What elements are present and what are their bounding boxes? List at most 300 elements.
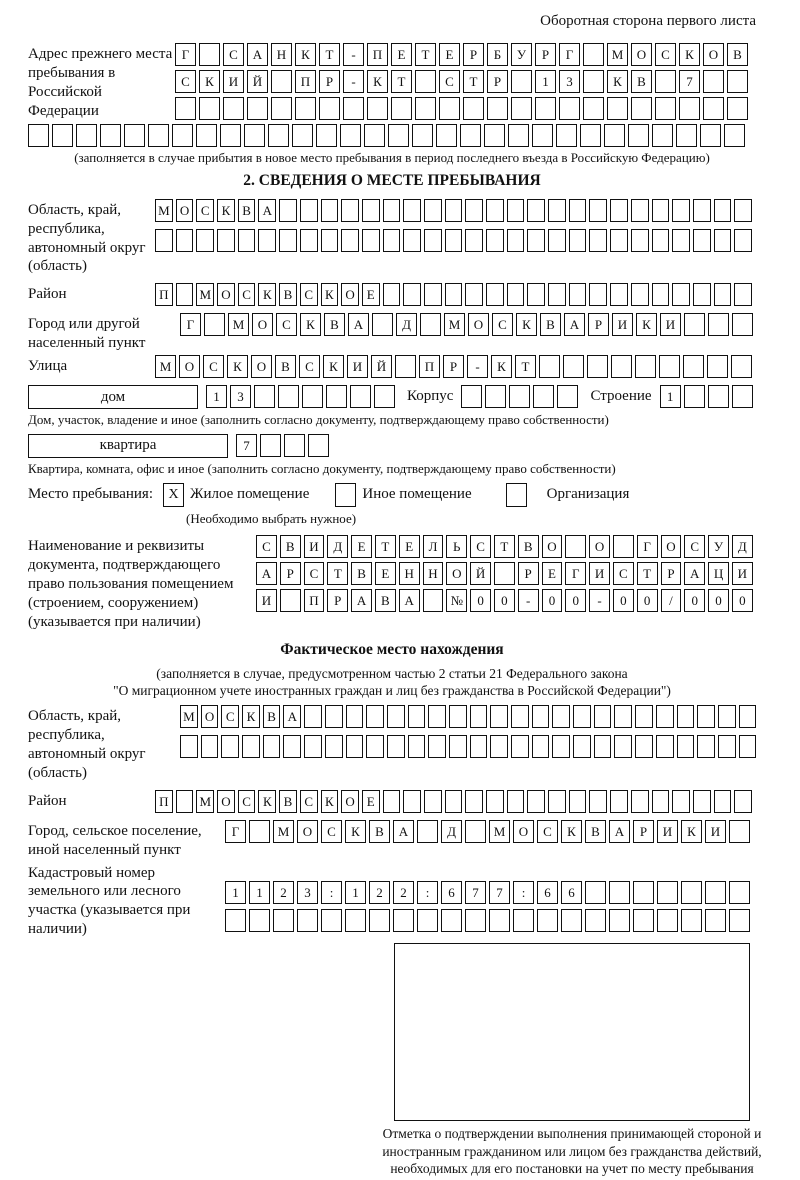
char-cell[interactable]: С [203,355,224,378]
char-cell[interactable] [511,705,529,728]
char-cell[interactable] [511,735,529,758]
char-cell[interactable]: А [247,43,268,66]
char-cell[interactable]: С [238,283,256,306]
char-cell[interactable]: О [217,283,235,306]
char-cell[interactable] [734,790,752,813]
char-cell[interactable]: М [489,820,510,843]
char-cell[interactable]: П [304,589,325,612]
char-cell[interactable]: К [681,820,702,843]
char-cell[interactable]: - [518,589,539,612]
char-cell[interactable] [196,229,214,252]
char-cell[interactable] [705,909,726,932]
char-cell[interactable] [507,199,525,222]
char-cell[interactable] [628,124,649,147]
char-cell[interactable]: О [631,43,652,66]
char-cell[interactable]: Й [470,562,491,585]
char-cell[interactable] [677,705,695,728]
char-cell[interactable] [383,283,401,306]
char-cell[interactable]: И [660,313,681,336]
char-cell[interactable]: 1 [345,881,366,904]
char-cell[interactable]: М [444,313,465,336]
char-cell[interactable] [681,881,702,904]
char-cell[interactable]: А [258,199,276,222]
char-cell[interactable]: К [321,283,339,306]
char-cell[interactable]: С [304,562,325,585]
char-cell[interactable] [729,881,750,904]
char-cell[interactable] [302,385,323,408]
char-cell[interactable] [707,355,728,378]
char-cell[interactable]: Т [463,70,484,93]
char-cell[interactable] [589,199,607,222]
char-cell[interactable] [28,124,49,147]
char-cell[interactable]: Г [559,43,580,66]
char-cell[interactable] [652,124,673,147]
char-cell[interactable]: О [542,535,563,558]
char-cell[interactable]: К [321,790,339,813]
char-cell[interactable]: В [518,535,539,558]
char-cell[interactable] [610,790,628,813]
char-cell[interactable] [225,909,246,932]
char-cell[interactable]: Р [319,70,340,93]
char-cell[interactable] [408,705,426,728]
char-cell[interactable]: Й [247,70,268,93]
char-cell[interactable] [403,199,421,222]
char-cell[interactable] [548,199,566,222]
char-cell[interactable] [610,283,628,306]
char-cell[interactable] [527,229,545,252]
char-cell[interactable] [585,881,606,904]
char-cell[interactable] [714,229,732,252]
char-cell[interactable] [656,705,674,728]
char-cell[interactable] [631,229,649,252]
char-cell[interactable]: С [684,535,705,558]
char-cell[interactable]: - [589,589,610,612]
char-cell[interactable] [734,229,752,252]
char-cell[interactable] [631,199,649,222]
char-cell[interactable]: Е [439,43,460,66]
char-cell[interactable]: А [348,313,369,336]
char-cell[interactable] [424,199,442,222]
char-cell[interactable]: С [537,820,558,843]
char-cell[interactable]: 2 [393,881,414,904]
char-cell[interactable] [594,735,612,758]
char-cell[interactable] [486,790,504,813]
char-cell[interactable] [727,70,748,93]
char-cell[interactable]: Е [375,562,396,585]
char-cell[interactable] [556,124,577,147]
char-cell[interactable]: М [180,705,198,728]
char-cell[interactable] [284,434,305,457]
char-cell[interactable]: П [155,790,173,813]
char-cell[interactable] [439,97,460,120]
char-cell[interactable] [489,909,510,932]
char-cell[interactable] [292,124,313,147]
char-cell[interactable]: А [684,562,705,585]
char-cell[interactable] [655,70,676,93]
char-cell[interactable] [343,97,364,120]
char-cell[interactable]: Р [487,70,508,93]
char-cell[interactable]: П [419,355,440,378]
char-cell[interactable] [295,97,316,120]
char-cell[interactable] [449,735,467,758]
char-cell[interactable] [729,820,750,843]
char-cell[interactable] [340,124,361,147]
char-cell[interactable] [176,229,194,252]
char-cell[interactable]: Г [225,820,246,843]
char-cell[interactable] [220,124,241,147]
char-cell[interactable] [535,97,556,120]
char-cell[interactable] [124,124,145,147]
char-cell[interactable]: И [347,355,368,378]
char-cell[interactable] [221,735,239,758]
char-cell[interactable] [271,97,292,120]
char-cell[interactable] [486,199,504,222]
char-cell[interactable]: Г [175,43,196,66]
char-cell[interactable] [383,229,401,252]
char-cell[interactable] [487,97,508,120]
char-cell[interactable] [319,97,340,120]
char-cell[interactable]: В [324,313,345,336]
char-cell[interactable]: И [612,313,633,336]
char-cell[interactable] [217,229,235,252]
char-cell[interactable] [393,909,414,932]
char-cell[interactable]: И [732,562,753,585]
char-cell[interactable]: Е [391,43,412,66]
char-cell[interactable]: Т [637,562,658,585]
char-cell[interactable] [633,909,654,932]
char-cell[interactable]: 1 [660,385,681,408]
char-cell[interactable] [587,355,608,378]
char-cell[interactable] [548,790,566,813]
char-cell[interactable] [589,229,607,252]
char-cell[interactable] [494,562,515,585]
char-cell[interactable] [242,735,260,758]
char-cell[interactable]: И [304,535,325,558]
char-cell[interactable]: К [636,313,657,336]
char-cell[interactable]: О [341,283,359,306]
char-cell[interactable] [223,97,244,120]
char-cell[interactable]: 1 [535,70,556,93]
char-cell[interactable]: : [417,881,438,904]
char-cell[interactable]: К [295,43,316,66]
char-cell[interactable]: К [491,355,512,378]
char-cell[interactable] [569,790,587,813]
char-cell[interactable]: С [299,355,320,378]
char-cell[interactable]: К [561,820,582,843]
char-cell[interactable]: С [175,70,196,93]
char-cell[interactable] [609,909,630,932]
char-cell[interactable] [635,355,656,378]
char-cell[interactable] [374,385,395,408]
char-cell[interactable] [537,909,558,932]
char-cell[interactable] [693,790,711,813]
char-cell[interactable]: К [227,355,248,378]
char-cell[interactable] [345,909,366,932]
char-cell[interactable]: - [343,70,364,93]
char-cell[interactable] [172,124,193,147]
char-cell[interactable]: 3 [297,881,318,904]
char-cell[interactable]: К [199,70,220,93]
char-cell[interactable] [346,705,364,728]
char-cell[interactable] [415,97,436,120]
char-cell[interactable]: № [446,589,467,612]
char-cell[interactable] [507,790,525,813]
char-cell[interactable]: А [609,820,630,843]
char-cell[interactable]: С [276,313,297,336]
char-cell[interactable]: 1 [225,881,246,904]
char-cell[interactable]: О [589,535,610,558]
char-cell[interactable]: О [217,790,235,813]
char-cell[interactable] [297,909,318,932]
char-cell[interactable]: Ц [708,562,729,585]
char-cell[interactable] [565,535,586,558]
char-cell[interactable] [362,229,380,252]
char-cell[interactable] [445,199,463,222]
char-cell[interactable] [366,705,384,728]
char-cell[interactable] [308,434,329,457]
char-cell[interactable]: С [655,43,676,66]
char-cell[interactable]: Е [351,535,372,558]
char-cell[interactable]: А [564,313,585,336]
char-cell[interactable]: К [367,70,388,93]
char-cell[interactable] [693,199,711,222]
confirmation-stamp-box[interactable] [394,943,750,1121]
char-cell[interactable]: С [492,313,513,336]
char-cell[interactable] [607,97,628,120]
char-cell[interactable] [423,589,444,612]
char-cell[interactable] [369,909,390,932]
char-cell[interactable] [465,283,483,306]
char-cell[interactable] [403,283,421,306]
char-cell[interactable] [657,881,678,904]
char-cell[interactable]: М [155,355,176,378]
char-cell[interactable]: К [679,43,700,66]
char-cell[interactable] [732,385,753,408]
char-cell[interactable] [366,735,384,758]
char-cell[interactable] [304,705,322,728]
char-cell[interactable] [589,283,607,306]
char-cell[interactable]: В [263,705,281,728]
char-cell[interactable] [672,283,690,306]
char-cell[interactable]: П [155,283,173,306]
char-cell[interactable] [532,124,553,147]
char-cell[interactable] [372,313,393,336]
char-cell[interactable] [677,735,695,758]
char-cell[interactable]: П [367,43,388,66]
char-cell[interactable] [52,124,73,147]
char-cell[interactable] [325,705,343,728]
char-cell[interactable] [465,820,486,843]
char-cell[interactable] [610,229,628,252]
char-cell[interactable] [341,199,359,222]
char-cell[interactable]: К [607,70,628,93]
char-cell[interactable]: П [295,70,316,93]
char-cell[interactable] [387,705,405,728]
char-cell[interactable] [539,355,560,378]
char-cell[interactable]: В [280,535,301,558]
char-cell[interactable] [631,790,649,813]
char-cell[interactable] [729,909,750,932]
char-cell[interactable] [604,124,625,147]
char-cell[interactable] [490,705,508,728]
char-cell[interactable] [614,705,632,728]
char-cell[interactable] [461,385,482,408]
char-cell[interactable] [415,70,436,93]
char-cell[interactable] [460,124,481,147]
char-cell[interactable] [175,97,196,120]
char-cell[interactable] [465,909,486,932]
checkbox-inoe[interactable] [335,483,356,507]
char-cell[interactable]: В [585,820,606,843]
char-cell[interactable]: О [341,790,359,813]
char-cell[interactable]: 0 [613,589,634,612]
char-cell[interactable] [387,735,405,758]
char-cell[interactable] [238,229,256,252]
char-cell[interactable] [279,199,297,222]
char-cell[interactable]: К [258,790,276,813]
char-cell[interactable]: А [399,589,420,612]
char-cell[interactable] [652,283,670,306]
char-cell[interactable] [271,70,292,93]
char-cell[interactable]: К [217,199,235,222]
char-cell[interactable]: Е [362,790,380,813]
char-cell[interactable]: Т [515,355,536,378]
char-cell[interactable] [273,909,294,932]
char-cell[interactable] [326,385,347,408]
char-cell[interactable]: И [256,589,277,612]
char-cell[interactable]: 3 [559,70,580,93]
char-cell[interactable]: Е [542,562,563,585]
char-cell[interactable]: Т [415,43,436,66]
char-cell[interactable] [509,385,530,408]
char-cell[interactable]: 1 [249,881,270,904]
char-cell[interactable] [445,283,463,306]
char-cell[interactable] [428,705,446,728]
char-cell[interactable] [633,881,654,904]
char-cell[interactable]: О [297,820,318,843]
char-cell[interactable]: Р [518,562,539,585]
char-cell[interactable] [403,790,421,813]
char-cell[interactable] [731,355,752,378]
char-cell[interactable] [300,229,318,252]
char-cell[interactable]: 0 [708,589,729,612]
char-cell[interactable]: В [238,199,256,222]
char-cell[interactable] [585,909,606,932]
char-cell[interactable]: С [223,43,244,66]
char-cell[interactable] [684,313,705,336]
char-cell[interactable]: Т [494,535,515,558]
char-cell[interactable]: 0 [542,589,563,612]
char-cell[interactable] [508,124,529,147]
char-cell[interactable]: О [703,43,724,66]
char-cell[interactable]: Т [327,562,348,585]
char-cell[interactable]: О [446,562,467,585]
char-cell[interactable] [681,909,702,932]
checkbox-organizatsiya[interactable] [506,483,527,507]
char-cell[interactable]: С [300,283,318,306]
char-cell[interactable] [408,735,426,758]
char-cell[interactable] [693,283,711,306]
char-cell[interactable] [657,909,678,932]
char-cell[interactable]: Н [399,562,420,585]
char-cell[interactable]: : [513,881,534,904]
char-cell[interactable]: В [351,562,372,585]
char-cell[interactable] [341,229,359,252]
char-cell[interactable] [176,790,194,813]
char-cell[interactable]: О [468,313,489,336]
char-cell[interactable] [247,97,268,120]
char-cell[interactable]: О [201,705,219,728]
char-cell[interactable]: С [470,535,491,558]
char-cell[interactable] [527,199,545,222]
char-cell[interactable] [714,283,732,306]
char-cell[interactable] [486,229,504,252]
char-cell[interactable]: Б [487,43,508,66]
char-cell[interactable]: Т [391,70,412,93]
char-cell[interactable]: Й [371,355,392,378]
char-cell[interactable] [614,735,632,758]
char-cell[interactable]: Р [535,43,556,66]
char-cell[interactable] [573,735,591,758]
char-cell[interactable] [611,355,632,378]
char-cell[interactable] [700,124,721,147]
char-cell[interactable] [391,97,412,120]
char-cell[interactable] [490,735,508,758]
char-cell[interactable]: К [516,313,537,336]
char-cell[interactable] [283,735,301,758]
char-cell[interactable]: М [607,43,628,66]
char-cell[interactable] [527,790,545,813]
char-cell[interactable] [693,229,711,252]
char-cell[interactable] [367,97,388,120]
char-cell[interactable] [548,229,566,252]
char-cell[interactable]: Р [463,43,484,66]
char-cell[interactable] [445,229,463,252]
char-cell[interactable] [652,229,670,252]
char-cell[interactable]: И [223,70,244,93]
char-cell[interactable] [569,283,587,306]
char-cell[interactable]: М [228,313,249,336]
char-cell[interactable]: М [196,790,214,813]
char-cell[interactable]: А [393,820,414,843]
char-cell[interactable]: Д [441,820,462,843]
char-cell[interactable]: 6 [537,881,558,904]
char-cell[interactable] [559,97,580,120]
char-cell[interactable]: Р [280,562,301,585]
char-cell[interactable] [583,97,604,120]
char-cell[interactable]: 2 [273,881,294,904]
char-cell[interactable] [470,705,488,728]
char-cell[interactable] [734,199,752,222]
char-cell[interactable] [548,283,566,306]
char-cell[interactable] [180,735,198,758]
char-cell[interactable] [364,124,385,147]
char-cell[interactable]: 0 [470,589,491,612]
char-cell[interactable] [420,313,441,336]
char-cell[interactable] [155,229,173,252]
char-cell[interactable] [703,97,724,120]
char-cell[interactable] [350,385,371,408]
char-cell[interactable]: В [275,355,296,378]
char-cell[interactable] [395,355,416,378]
char-cell[interactable] [569,199,587,222]
char-cell[interactable]: Д [327,535,348,558]
char-cell[interactable]: Р [633,820,654,843]
checkbox-zhiloe[interactable]: X [163,483,184,507]
char-cell[interactable] [196,124,217,147]
char-cell[interactable] [403,229,421,252]
char-cell[interactable] [594,705,612,728]
